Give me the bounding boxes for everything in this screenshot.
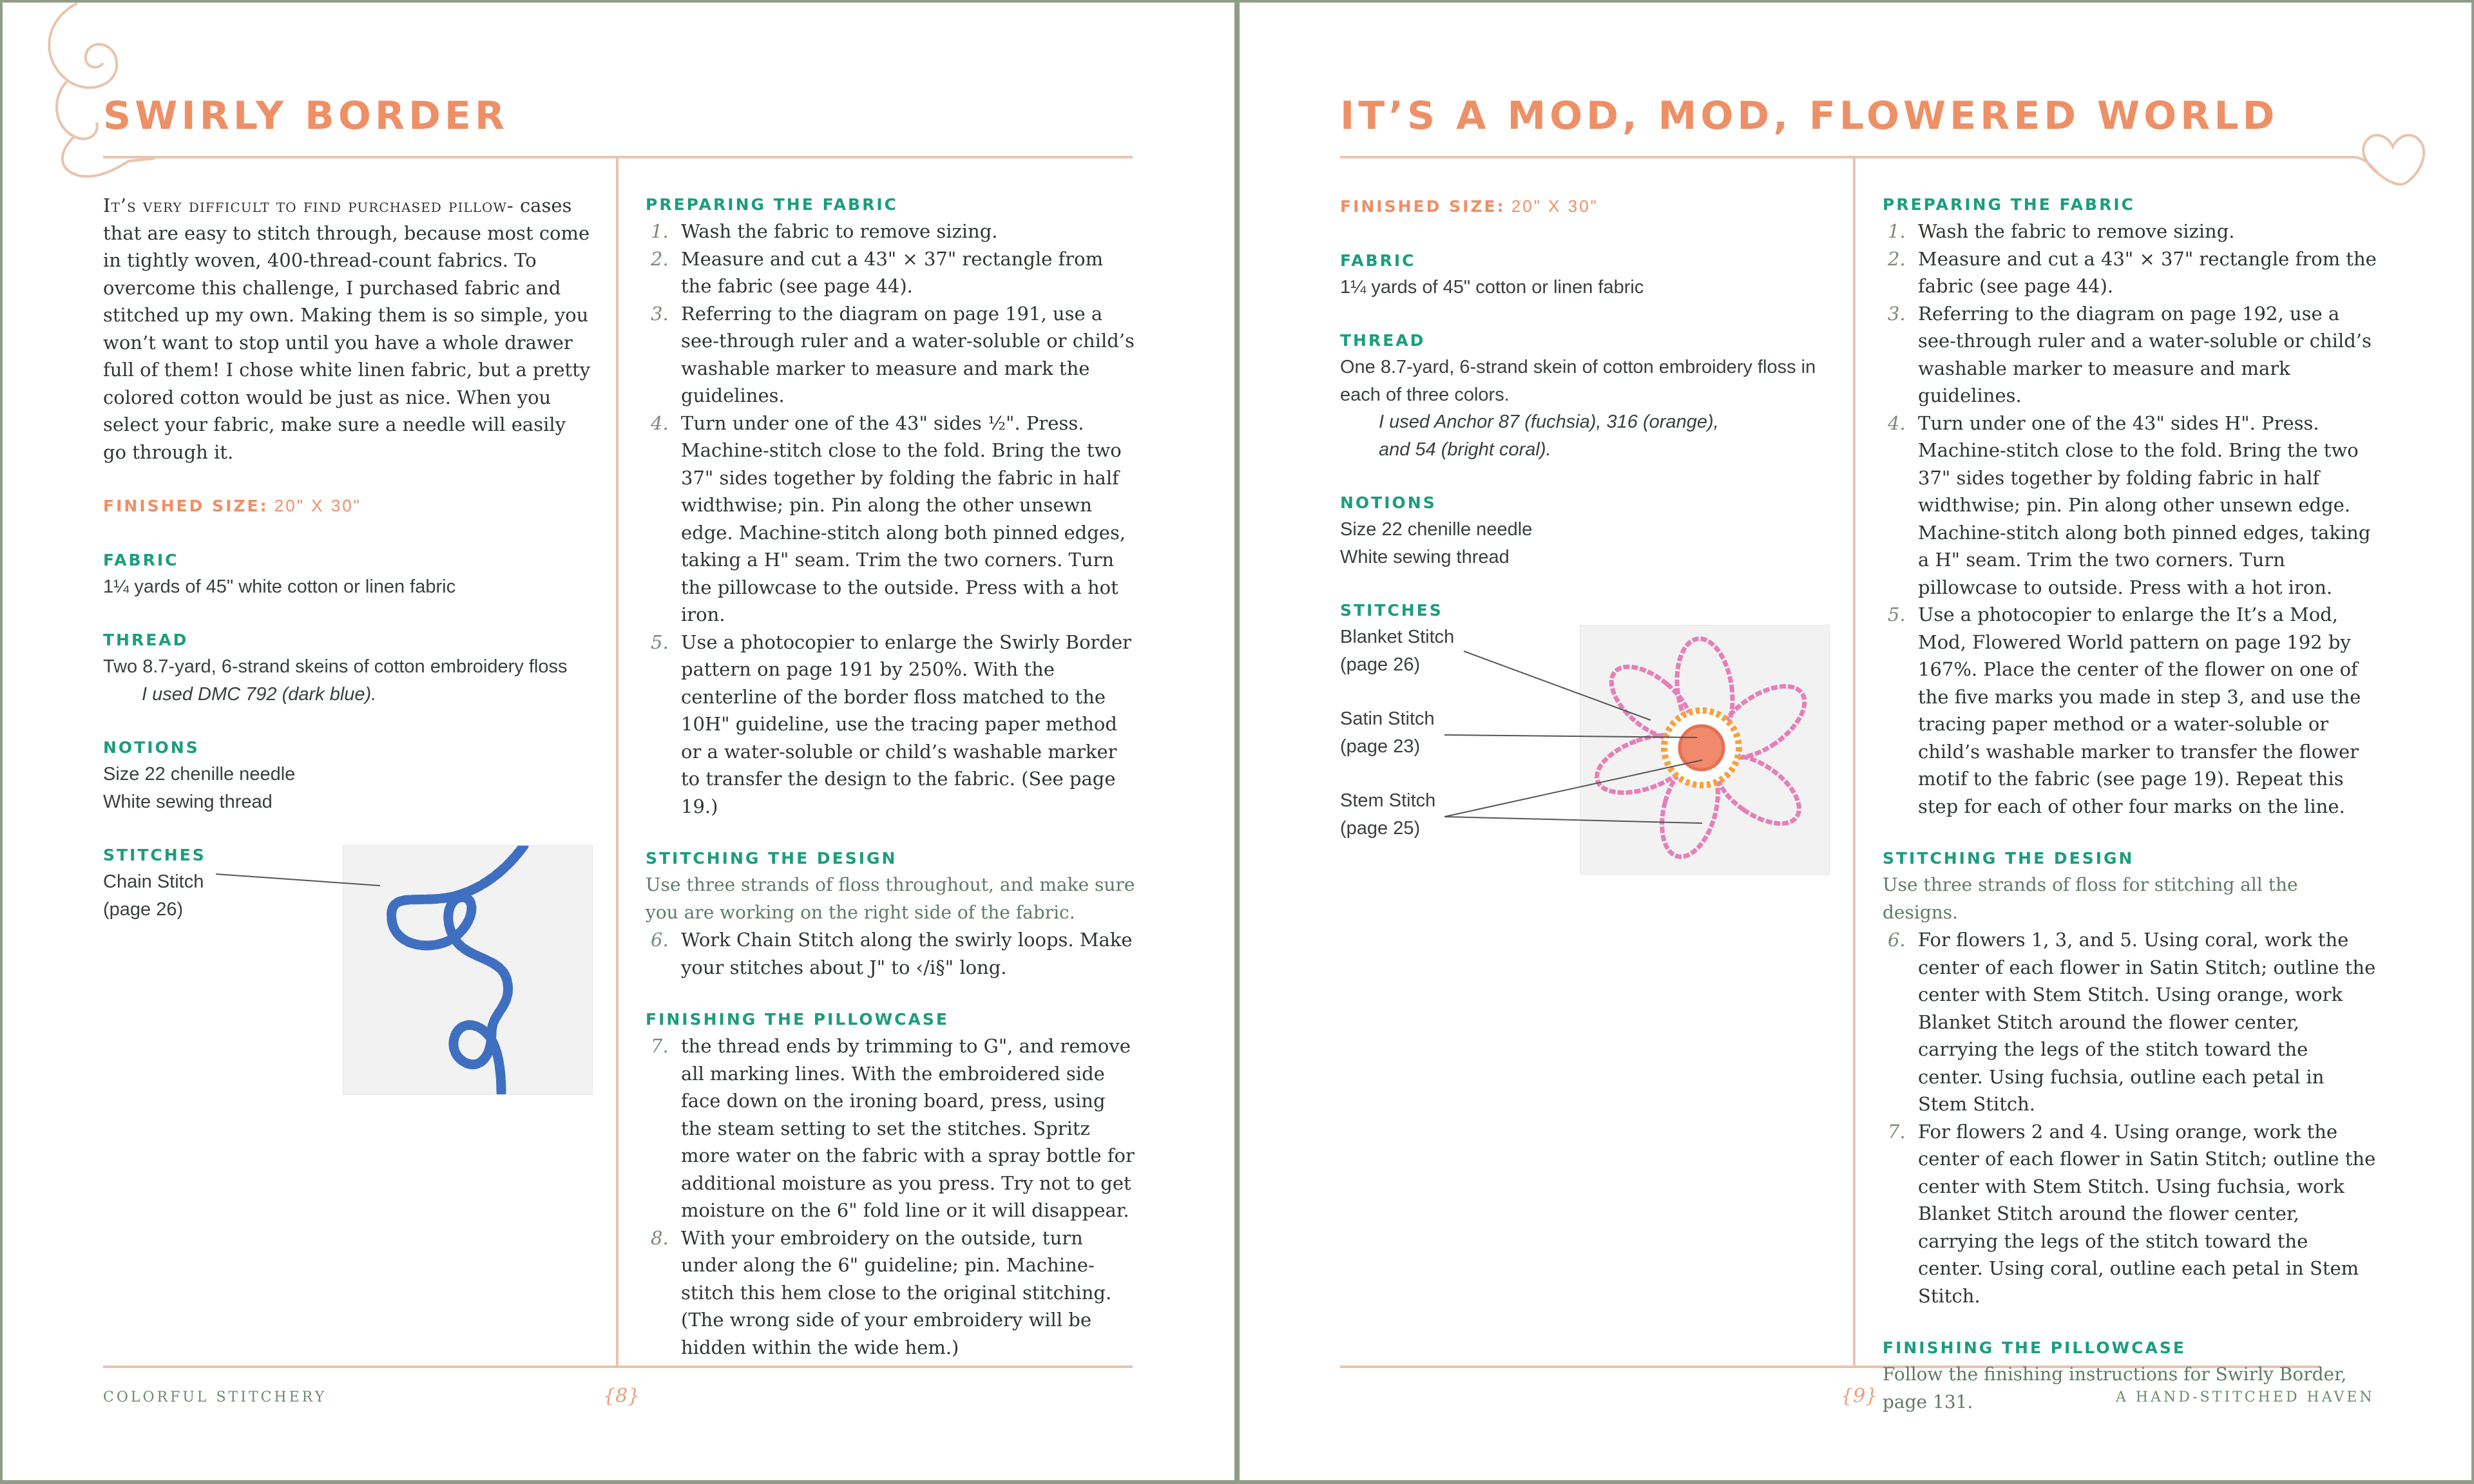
preparing-steps xyxy=(1883,218,2379,820)
fabric-heading: FABRIC xyxy=(1340,251,1416,270)
stitching-intro: Use three strands of floss for stitching all the designs. xyxy=(1883,874,2298,923)
finishing-heading: FINISHING THE PILLOWCASE xyxy=(1883,1338,2186,1357)
stitch-label-chain: Chain Stitch xyxy=(103,871,204,892)
notions-item: Size 22 chenille needle xyxy=(1340,519,1533,540)
step-number: 7. xyxy=(651,1035,669,1057)
step-number: 3. xyxy=(651,302,669,325)
thread-text: One 8.7-yard, 6-strand skein of cotton embroidery floss in each of three colors. xyxy=(1340,357,1816,405)
step-item xyxy=(646,1224,1135,1362)
thread-note: I used Anchor 87 (fuchsia), 316 (orange), xyxy=(1379,412,1719,432)
step-number: 2. xyxy=(1888,247,1906,270)
title-rule xyxy=(1340,156,2319,158)
left-column xyxy=(103,192,593,923)
step-item xyxy=(1883,601,2379,820)
column-divider xyxy=(1853,156,1856,1367)
stitching-heading: STITCHING THE DESIGN xyxy=(1883,849,2134,868)
step-text: For flowers 1, 3, and 5. Using coral, work the center of each flower in Satin Stitch; outline the center with Stem Stitch. Using orange, work Blanket Stitch around the flower center, carrying the legs of the stitch toward the center. Using fuchsia, outline each petal in Stem Stitch. xyxy=(1918,929,2376,1115)
finished-size-label: FINISHED SIZE: xyxy=(1340,197,1506,216)
right-page xyxy=(1238,0,2474,1484)
intro-paragraph xyxy=(103,192,593,466)
stitching-steps xyxy=(646,926,1135,981)
finishing-text: Follow the finishing instructions for Swirly Border, page 131. xyxy=(1883,1364,2347,1413)
intro-lead: It’s very difficult to find purchased pillow- xyxy=(103,195,514,216)
frame-edge xyxy=(2471,0,2474,1484)
notions-heading: NOTIONS xyxy=(1340,493,1437,512)
column-divider xyxy=(616,156,618,1367)
finished-size-label: FINISHED SIZE: xyxy=(103,497,269,515)
step-item xyxy=(646,926,1135,981)
thread-heading: THREAD xyxy=(103,631,189,649)
stitches-heading: STITCHES xyxy=(103,846,206,864)
step-item xyxy=(646,1032,1135,1224)
step-number: 1. xyxy=(651,220,669,242)
step-number: 5. xyxy=(1888,604,1906,625)
finished-size xyxy=(103,491,593,520)
step-item xyxy=(646,300,1135,410)
page-number: {9} xyxy=(1841,1385,1878,1407)
frame-edge xyxy=(0,1480,2474,1484)
step-text: the thread ends by trimming to G", and remove all marking lines. With the embroidered side face down on the ironing board, press, using the steam setting to set the stitches. Spritz more water on the fabric with a spray bottle for additional moisture as you press. Try not to get moisture on the 6" fold line or it will disappear. xyxy=(681,1035,1135,1221)
step-number: 5. xyxy=(651,631,669,653)
chain-stitch-swirl-icon xyxy=(343,846,592,1094)
stitch-page-satin: (page 23) xyxy=(1340,736,1421,757)
embroidered-flower-icon xyxy=(1580,625,1829,874)
step-text: Referring to the diagram on page 191, use a see-through ruler and a water-soluble or child’s washable marker to measure and mark the guidelines. xyxy=(681,302,1135,406)
step-text: With your embroidery on the outside, turn under along the 6" guideline; pin. Machine-stitch this hem close to the original stitching. (The wrong side of your embroidery will be hidden within the wide hem.) xyxy=(681,1226,1112,1358)
step-item xyxy=(646,629,1135,821)
stitch-page-chain: (page 26) xyxy=(103,899,184,920)
chain-stitch-photo xyxy=(343,845,593,1095)
step-text: Turn under one of the 43" sides ½". Press. Machine-stitch close to the fold. Bring the two 37" sides together by folding the fabric in half widthwise; pin. Pin along the other unsewn edge. Machine-stitch along both pinned edges, taking a H" seam. Trim the two corners. Turn the pillowcase to the outside. Press with a hot iron. xyxy=(681,412,1126,625)
heart-ornament-icon xyxy=(2314,116,2443,200)
stitching-heading: STITCHING THE DESIGN xyxy=(646,849,897,868)
finishing-heading: FINISHING THE PILLOWCASE xyxy=(646,1010,949,1029)
running-footer: A HAND-STITCHED HAVEN xyxy=(2116,1389,2375,1405)
stitch-page-stem: (page 25) xyxy=(1340,817,1421,839)
step-item xyxy=(646,245,1135,300)
step-number: 7. xyxy=(1888,1120,1906,1143)
fabric-text: 1¼ yards of 45" cotton or linen fabric xyxy=(1340,276,1644,298)
stitching-steps xyxy=(1883,926,2379,1309)
gutter xyxy=(1234,0,1240,1484)
finishing-steps xyxy=(646,1032,1135,1361)
preparing-heading: PREPARING THE FABRIC xyxy=(1883,195,2135,214)
step-number: 6. xyxy=(651,929,669,951)
step-text: Work Chain Stitch along the swirly loops. Make your stitches about J" to ‹/i§" long. xyxy=(681,929,1133,978)
thread-heading: THREAD xyxy=(1340,331,1426,350)
step-item xyxy=(646,410,1135,629)
step-item xyxy=(1883,218,2379,245)
step-text: Turn under one of the 43" sides H". Press. Machine-stitch close to the fold. Bring the two 37" sides together by folding fabric in half widthwise; pin. Pin along other unsewn edge. Machine-stitch along both pinned edges, taking a H" seam. Trim the two corners. Turn pillowcase to outside. Press with a hot iron. xyxy=(1918,412,2371,598)
step-text: For flowers 2 and 4. Using orange, work the center of each flower in Satin Stitch; outline the center with Stem Stitch. Using fuchsia, work Blanket Stitch around the flower center, carrying the legs of the stitch toward the center. Using coral, outline each petal in Stem Stitch. xyxy=(1918,1120,2376,1307)
step-item xyxy=(646,218,1135,245)
step-item xyxy=(1883,926,2379,1118)
frame-edge xyxy=(0,0,2474,3)
notions-heading: NOTIONS xyxy=(103,738,200,757)
finished-size xyxy=(1340,192,1830,221)
stitches-heading: STITCHES xyxy=(1340,601,1443,620)
thread-note: I used DMC 792 (dark blue). xyxy=(142,683,377,705)
step-item xyxy=(1883,245,2379,300)
page-number: {8} xyxy=(603,1385,640,1407)
flower-stitch-photo xyxy=(1580,625,1830,875)
fabric-text: 1¼ yards of 45" white cotton or linen fabric xyxy=(103,576,456,597)
step-item xyxy=(1883,300,2379,410)
step-number: 3. xyxy=(1888,302,1906,325)
preparing-heading: PREPARING THE FABRIC xyxy=(646,195,898,214)
thread-text: Two 8.7-yard, 6-strand skeins of cotton embroidery floss xyxy=(103,656,568,677)
step-text: Measure and cut a 43" × 37" rectangle from the fabric (see page 44). xyxy=(1918,247,2377,297)
step-text: Use a photocopier to enlarge the It’s a Mod, Mod, Flowered World pattern on page 192 by 167%. Place the center of the flower on one of the five marks you made in step 3, and use the tracing paper method or a water-soluble or child’s washable marker to transfer the flower motif to the fabric (see page 19). Repeat this step for each of other four marks on the line. xyxy=(1918,604,2361,817)
thread-note: and 54 (bright coral). xyxy=(1379,439,1551,460)
footer-rule xyxy=(103,1365,1133,1368)
frame-edge xyxy=(0,0,3,1484)
step-text: Wash the fabric to remove sizing. xyxy=(1918,220,2235,242)
notions-item: White sewing thread xyxy=(103,791,273,812)
step-text: Referring to the diagram on page 192, use a see-through ruler and a water-soluble or child’s washable marker to measure and mark guidelines. xyxy=(1918,302,2372,406)
step-number: 8. xyxy=(651,1226,669,1249)
stitch-page-blanket: (page 26) xyxy=(1340,654,1421,675)
step-number: 6. xyxy=(1888,929,1906,951)
intro-text: cases that are easy to stitch through, because most come in tightly woven, 400-thread-count fabrics. To overcome this challenge, I purchased fabric and stitched up my own. Making them is so simple, you won’t want to stop until you have a whole drawer full of them! I chose white linen fabric, but a pretty colored cotton would be just as nice. When you select your fabric, make sure a needle will easily go through it. xyxy=(103,195,591,463)
stitch-label-blanket: Blanket Stitch xyxy=(1340,627,1455,647)
step-number: 4. xyxy=(651,412,669,434)
right-column xyxy=(646,192,1135,1361)
page-title: SWIRLY BORDER xyxy=(103,93,509,138)
stitching-intro: Use three strands of floss throughout, and make sure you are working on the right side of the fabric. xyxy=(646,874,1135,923)
step-text: Use a photocopier to enlarge the Swirly Border pattern on page 191 by 250%. With the centerline of the border floss matched to the 10H" guideline, use the tracing paper method or a water-soluble or child’s washable marker to transfer the design to the fabric. (See page 19.) xyxy=(681,631,1131,817)
step-item xyxy=(1883,1118,2379,1310)
fabric-heading: FABRIC xyxy=(103,550,179,569)
finished-size-value: 20" X 30" xyxy=(1511,196,1598,216)
preparing-steps xyxy=(646,218,1135,820)
step-item xyxy=(1883,410,2379,602)
step-number: 1. xyxy=(1888,220,1906,242)
page-title: IT’S A MOD, MOD, FLOWERED WORLD xyxy=(1340,93,2279,138)
stitch-label-satin: Satin Stitch xyxy=(1340,709,1435,729)
step-number: 2. xyxy=(651,247,669,270)
step-text: Measure and cut a 43" × 37" rectangle from the fabric (see page 44). xyxy=(681,247,1104,297)
running-footer: COLORFUL STITCHERY xyxy=(103,1389,327,1405)
right-column xyxy=(1883,192,2379,1416)
left-page xyxy=(0,0,1236,1484)
stitch-label-stem: Stem Stitch xyxy=(1340,790,1436,811)
notions-item: Size 22 chenille needle xyxy=(103,764,296,785)
step-text: Wash the fabric to remove sizing. xyxy=(681,220,998,242)
step-number: 4. xyxy=(1888,412,1906,434)
notions-item: White sewing thread xyxy=(1340,546,1510,567)
finished-size-value: 20" X 30" xyxy=(274,496,361,515)
